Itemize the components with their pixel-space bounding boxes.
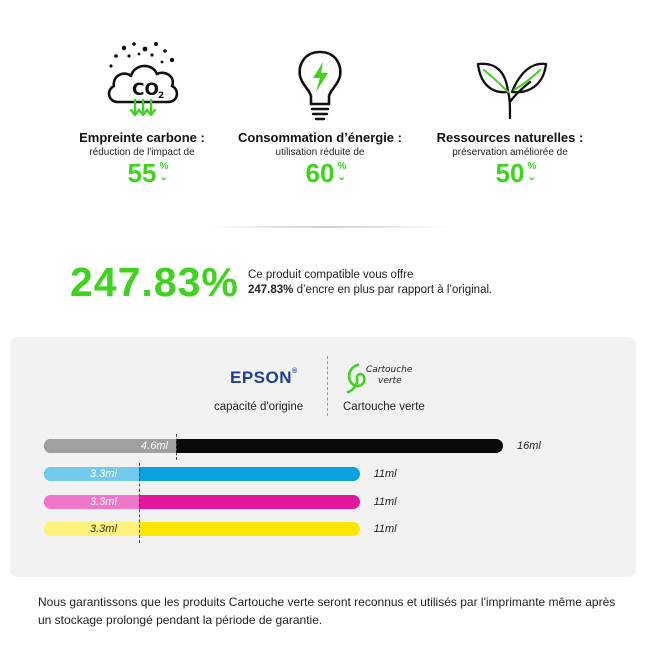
compatible-capacity-value: 11ml <box>373 496 397 508</box>
capacity-bar-black <box>44 439 503 453</box>
feature-energy <box>220 40 420 187</box>
guarantee-text: Nous garantissons que les produits Cartouche verte seront reconnus et utilisés par l'imprimante même après un stockage prolongé pendant la période de garantie. <box>38 595 616 627</box>
feature-title: Empreinte carbone : <box>79 130 205 145</box>
capacity-bar-magenta <box>44 495 360 509</box>
feature-title: Consommation d’énergie : <box>238 130 402 145</box>
epson-logo <box>230 368 298 388</box>
original-capacity-label: capacité d'origine <box>214 401 304 413</box>
feature-subtitle: réduction de l'impact de <box>89 147 195 158</box>
feature-carbon <box>42 40 242 187</box>
lightbulb-icon <box>280 40 360 124</box>
co2-text: CO <box>132 80 159 100</box>
capacity-bar-cyan <box>44 467 360 481</box>
offer-line-2-rest: d’encre en plus par rapport à l’original. <box>293 284 493 296</box>
original-capacity-value: 3.3ml <box>90 496 117 508</box>
co2-cloud-icon <box>102 40 182 124</box>
feature-percent <box>127 158 169 188</box>
cartouche-verte-logo-line2: verte <box>378 376 402 386</box>
percent-symbol: % <box>527 161 537 172</box>
co2-subscript: 2 <box>158 91 165 101</box>
compatible-capacity-value: 16ml <box>517 440 541 452</box>
compatible-capacity-value: 11ml <box>373 468 397 480</box>
capacity-comparison-panel <box>10 337 636 577</box>
feature-subtitle: utilisation réduite de <box>275 147 365 158</box>
original-capacity-marker <box>176 434 177 460</box>
cartouche-verte-logo <box>344 359 424 395</box>
green-capacity-label: Cartouche verte <box>343 401 425 413</box>
feature-title: Ressources naturelles : <box>436 130 584 145</box>
feature-subtitle: préservation améliorée de <box>452 147 568 158</box>
cartouche-verte-swirl-icon <box>348 365 364 392</box>
down-chevron-icon: ⌄ <box>159 172 168 183</box>
feature-percent-value: 55 <box>127 158 157 188</box>
capacity-bar-yellow <box>44 522 360 536</box>
extra-ink-description <box>248 268 492 298</box>
original-capacity-value: 3.3ml <box>90 468 117 480</box>
feature-percent <box>495 158 537 188</box>
original-capacity-value: 3.3ml <box>90 523 117 535</box>
percent-symbol: % <box>337 161 347 172</box>
down-chevron-icon: ⌄ <box>527 172 536 183</box>
original-capacity-value: 4.6ml <box>141 440 168 452</box>
feature-percent-value: 50 <box>495 158 525 188</box>
feature-resources <box>410 40 610 187</box>
cartouche-verte-logo-line1: Cartouche <box>366 365 413 375</box>
extra-ink-percent: 247.83% <box>70 259 239 305</box>
offer-line-2 <box>248 283 492 298</box>
compatible-capacity-value: 11ml <box>373 523 397 535</box>
original-capacity-marker <box>139 463 140 543</box>
logo-separator <box>327 356 328 416</box>
feature-percent <box>305 158 347 188</box>
down-chevron-icon: ⌄ <box>337 172 346 183</box>
leaf-icon <box>470 40 550 124</box>
section-divider <box>205 226 450 228</box>
epson-brand: EPSON <box>230 368 293 387</box>
feature-percent-value: 60 <box>305 158 335 188</box>
offer-line-1: Ce produit compatible vous offre <box>248 269 414 281</box>
offer-line-2-bold: 247.83% <box>248 284 294 296</box>
percent-symbol: % <box>159 161 169 172</box>
registered-mark: ® <box>292 368 298 375</box>
